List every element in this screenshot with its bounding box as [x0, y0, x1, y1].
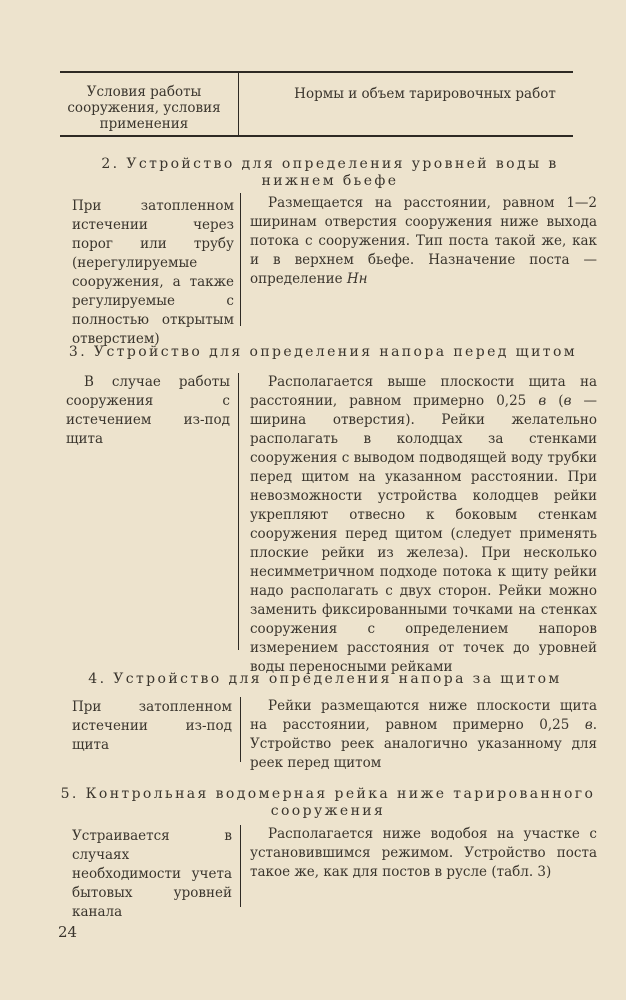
section-4-norms — [250, 697, 597, 773]
section-3-norms-symbol-2: в — [563, 393, 572, 409]
section-4-norms-text-a: Рейки размещаются ниже плоскости щита на расстоянии, равном примерно 0,25 — [250, 698, 597, 733]
section-2-norms-text: Размещается на расстоянии, равном 1—2 ширинам отверстия сооружения ниже выхода потока с сооружения. Тип поста такой же, как и в верхнем бьефе. Назначение поста — определение — [250, 195, 597, 287]
table-top-rule — [60, 71, 573, 73]
header-norms: Нормы и объем тарировочных работ — [294, 86, 556, 102]
section-3-title: 3. Устройство для определения напора перед щитом — [68, 344, 578, 360]
section-4-title: 4. Устройство для определения напора за щитом — [88, 671, 562, 687]
section-4-divider — [240, 697, 241, 762]
section-3-norms-text-c: — ширина отверстия). Рейки желательно располагать в колодцах за стенками сооружения с выводом подводящей воду трубки перед щитом на указанном расстоянии. При невозможности устройства колодцев рейки укрепляют отвесно к боковым стенкам сооружения перед щитом (следует применять плоские рейки из железа). При несколько несимметричном подходе потока к щиту рейки надо располагать с двух сторон. Рейки можно заменить фиксированными точками на стенках сооружения с определением напоров измерением расстояния от точек до уровней воды переносными рейками — [250, 393, 598, 675]
section-5-title: 5. Контрольная водомерная рейка ниже тарированного сооружения — [60, 786, 596, 819]
header-divider — [238, 72, 239, 136]
table-header-rule — [60, 135, 573, 137]
section-4-norms-text-b: . Устройство реек аналогично указанному для реек перед щитом — [250, 717, 597, 771]
section-5-conditions: Устраивается в случаях необходимости учета бытовых уровней канала — [72, 828, 232, 920]
section-2-conditions: При затопленном истечении через порог или трубу (нерегулируемые сооружения, а также регулируемые с полностью открытым отверстием) — [72, 198, 234, 347]
section-3-norms-text-a: Располагается выше плоскости щита на расстоянии, равном примерно 0,25 — [250, 374, 597, 409]
section-5-divider — [240, 825, 241, 907]
section-5-norms: Располагается ниже водобоя на участке с установившимся режимом. Устройство поста такое же, как для постов в русле (табл. 3) — [250, 826, 597, 880]
section-2-norms — [250, 194, 597, 289]
section-2-divider — [240, 193, 241, 326]
section-4-conditions: При затопленном истечении из-под щита — [72, 699, 232, 753]
header-conditions: Условия работы сооружения, условия применения — [67, 84, 221, 132]
section-3-conditions: В случае работы сооружения с истечением из-под щита — [66, 374, 230, 447]
section-4-norms-symbol: в — [584, 717, 593, 733]
section-3-norms-symbol-1: в — [538, 393, 547, 409]
section-3-norms — [250, 373, 597, 677]
page-number: 24 — [58, 923, 78, 941]
section-2-title: 2. Устройство для определения уровней воды в нижнем бьефе — [101, 156, 559, 189]
section-3-norms-text-b: ( — [558, 393, 564, 409]
section-2-norms-symbol: Hн — [346, 271, 368, 287]
section-3-divider — [238, 373, 239, 650]
